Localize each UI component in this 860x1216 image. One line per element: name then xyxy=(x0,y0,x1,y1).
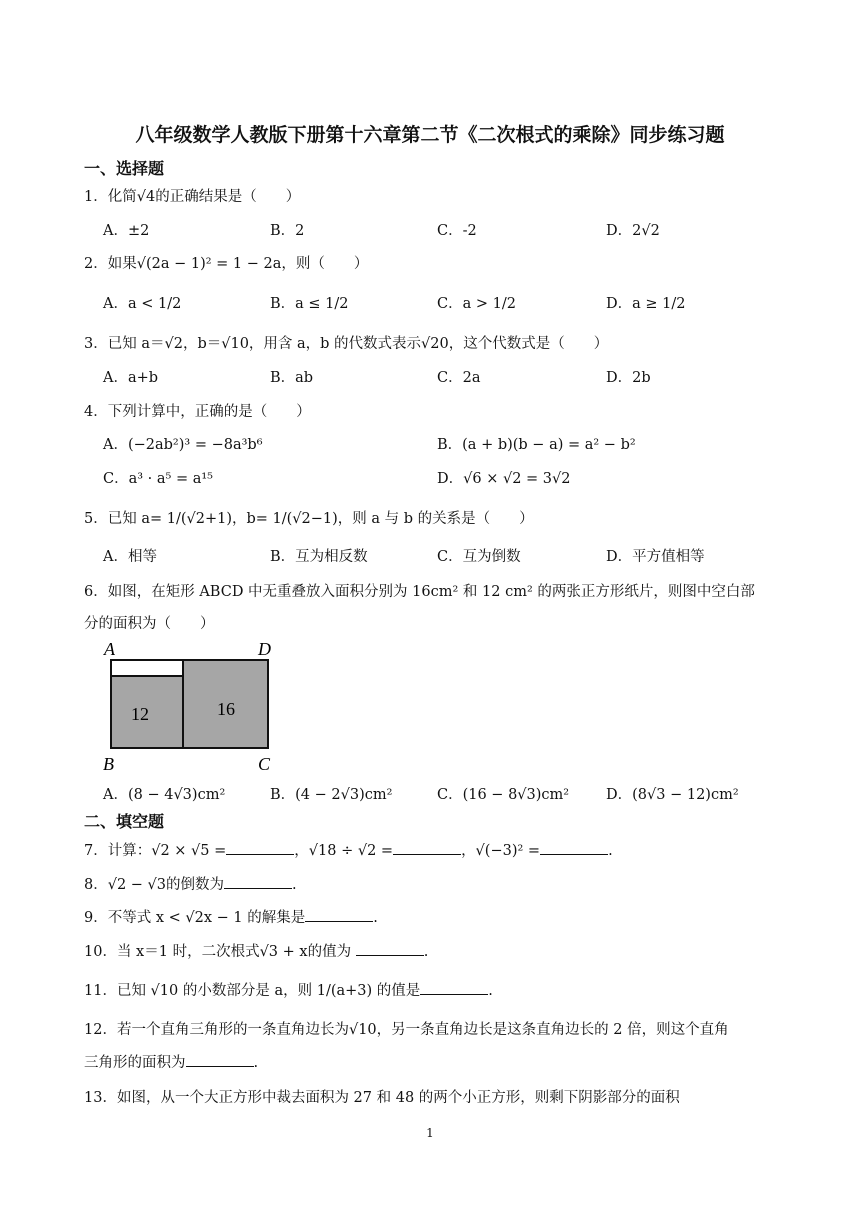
answer-blank[interactable] xyxy=(186,1052,254,1067)
question-12-line2 xyxy=(84,1051,258,1072)
q6-option-d: D．(8√3 − 12)cm² xyxy=(606,787,739,803)
q2-option-c: C．a > 1/2 xyxy=(437,296,516,312)
page-title: 八年级数学人教版下册第十六章第二节《二次根式的乘除》同步练习题 xyxy=(135,124,725,146)
question-1-stem: 1．化简√4的正确结果是（ ） xyxy=(84,189,301,205)
q6-option-a: A．(8 − 4√3)cm² xyxy=(103,787,226,803)
q5-option-c: C．互为倒数 xyxy=(437,549,521,565)
q2-option-d: D．a ≥ 1/2 xyxy=(606,296,686,312)
q6-option-c: C．(16 − 8√3)cm² xyxy=(437,787,570,803)
q4-option-a: A．(−2ab²)³ = −8a³b⁶ xyxy=(103,437,263,453)
q5-option-a: A．相等 xyxy=(103,549,157,565)
answer-blank[interactable] xyxy=(393,840,461,855)
q1-option-d: D．2√2 xyxy=(606,223,660,239)
question-9 xyxy=(84,906,378,927)
answer-blank[interactable] xyxy=(420,980,488,995)
question-12-line1: 12．若一个直角三角形的一条直角边长为√10，另一条直角边长是这条直角边长的 2 倍，则这个直角 xyxy=(84,1022,729,1038)
q7-part2: ，√18 ÷ √2 = xyxy=(294,843,394,859)
label-a: A xyxy=(104,639,115,659)
q7-part3: ，√(−3)² = xyxy=(461,843,541,859)
q12-part2: . xyxy=(253,1055,259,1071)
answer-blank[interactable] xyxy=(540,840,608,855)
page-number: 1 xyxy=(426,1126,434,1140)
q2-option-a: A．a < 1/2 xyxy=(103,296,182,312)
question-4-stem: 4．下列计算中，正确的是（ ） xyxy=(84,404,311,420)
question-8 xyxy=(84,873,297,894)
label-b: B xyxy=(103,754,114,774)
answer-blank[interactable] xyxy=(224,874,292,889)
q10-part2: . xyxy=(423,944,429,960)
label-small-area: 12 xyxy=(131,704,149,724)
q8-part1: 8．√2 − √3的倒数为 xyxy=(84,877,225,893)
section-heading-choice: 一、选择题 xyxy=(84,159,165,178)
q12-part1: 三角形的面积为 xyxy=(84,1055,186,1071)
rectangle-abcd-figure xyxy=(100,636,290,776)
question-7 xyxy=(84,839,613,860)
label-d: D xyxy=(258,639,271,659)
answer-blank[interactable] xyxy=(356,941,424,956)
q7-part4: . xyxy=(608,843,613,859)
q10-part1: 10．当 x＝1 时，二次根式√3 + x的值为 xyxy=(84,944,356,960)
q4-option-b: B．(a + b)(b − a) = a² − b² xyxy=(437,437,636,453)
question-6-stem-line1: 6．如图，在矩形 ABCD 中无重叠放入面积分别为 16cm² 和 12 cm² 的两张正方形纸片，则图中空白部 xyxy=(84,584,755,600)
q5-option-d: D．平方值相等 xyxy=(606,549,705,565)
question-11 xyxy=(84,979,493,1000)
question-3-stem: 3．已知 a＝√2，b＝√10，用含 a，b 的代数式表示√20，这个代数式是（ ） xyxy=(84,336,609,352)
question-13-line1: 13．如图，从一个大正方形中裁去面积为 27 和 48 的两个小正方形，则剩下阴影部分的面积 xyxy=(84,1090,680,1106)
section-heading-fill: 二、填空题 xyxy=(84,812,165,831)
q7-part1: 7．计算：√2 × √5 = xyxy=(84,843,227,859)
answer-blank[interactable] xyxy=(305,907,373,922)
q11-part1: 11．已知 √10 的小数部分是 a，则 1/(a+3) 的值是 xyxy=(84,983,421,999)
q11-part2: . xyxy=(488,983,493,999)
q3-option-b: B．ab xyxy=(270,370,314,386)
question-6-stem-line2: 分的面积为（ ） xyxy=(84,616,215,632)
q3-option-d: D．2b xyxy=(606,370,651,386)
question-10 xyxy=(84,940,428,961)
question-2-stem: 2．如果√(2a − 1)² = 1 − 2a，则（ ） xyxy=(84,256,369,272)
q3-option-a: A．a+b xyxy=(103,370,159,386)
q6-option-b: B．(4 − 2√3)cm² xyxy=(270,787,393,803)
q9-part1: 9．不等式 x < √2x − 1 的解集是 xyxy=(84,910,306,926)
q1-option-c: C．-2 xyxy=(437,223,477,239)
q5-option-b: B．互为相反数 xyxy=(270,549,368,565)
q8-part2: . xyxy=(292,877,297,893)
q3-option-c: C．2a xyxy=(437,370,481,386)
q4-option-d: D．√6 × √2 = 3√2 xyxy=(437,471,571,487)
label-c: C xyxy=(258,754,271,774)
question-5-stem: 5．已知 a= 1/(√2+1)，b= 1/(√2−1)，则 a 与 b 的关系是（ ） xyxy=(84,511,534,527)
q1-option-b: B．2 xyxy=(270,223,305,239)
q9-part2: . xyxy=(373,910,378,926)
q1-option-a: A．±2 xyxy=(103,223,150,239)
label-large-area: 16 xyxy=(217,699,235,719)
q2-option-b: B．a ≤ 1/2 xyxy=(270,296,349,312)
answer-blank[interactable] xyxy=(226,840,294,855)
q4-option-c: C．a³ · a⁵ = a¹⁵ xyxy=(103,471,213,487)
